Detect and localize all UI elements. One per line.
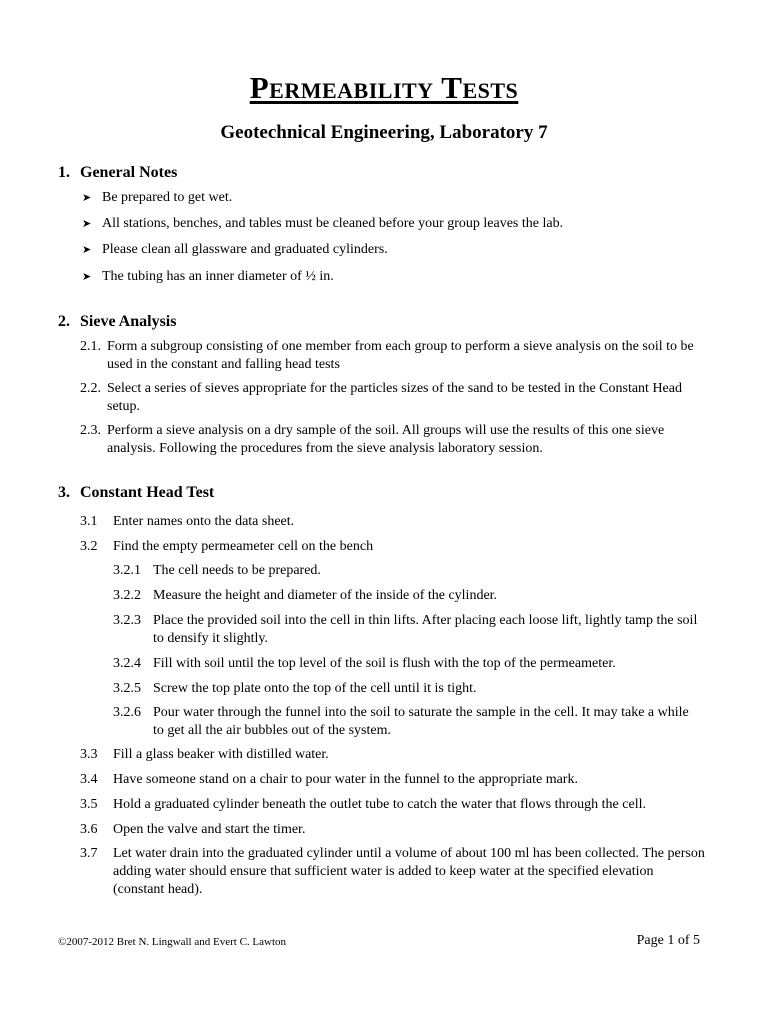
- item-text: Have someone stand on a chair to pour water in the funnel to the appropriate mark.: [113, 772, 578, 787]
- list-item: [113, 680, 703, 698]
- list-item: [80, 746, 705, 764]
- item-text: Pour water through the funnel into the soil to saturate the sample in the cell. It may take a while to get all the air bubbles out of the system.: [153, 705, 689, 738]
- section-title: General Notes: [80, 164, 178, 181]
- item-number: 3.2.4: [113, 656, 141, 671]
- item-text: Fill with soil until the top level of the soil is flush with the top of the permeameter.: [153, 656, 616, 671]
- list-item: [82, 268, 334, 286]
- list-item: [80, 845, 705, 899]
- list-item: [80, 338, 700, 374]
- page-number: Page 1 of 5: [636, 933, 700, 948]
- item-text: Measure the height and diameter of the inside of the cylinder.: [153, 588, 498, 603]
- item-number: 2.1.: [80, 339, 101, 354]
- section-number: 2.: [58, 313, 70, 330]
- document-title: Permeability Tests: [249, 70, 519, 105]
- bullet-text: Be prepared to get wet.: [102, 190, 233, 205]
- item-number: 3.5: [80, 797, 98, 812]
- item-number: 3.2: [80, 539, 98, 554]
- item-number: 3.7: [80, 846, 98, 861]
- list-item: [113, 655, 703, 673]
- list-item: [80, 380, 700, 416]
- item-number: 3.2.6: [113, 705, 141, 720]
- item-number: 2.2.: [80, 381, 101, 396]
- section-title: Sieve Analysis: [80, 313, 177, 330]
- list-item: [80, 796, 705, 814]
- item-number: 3.2.3: [113, 613, 141, 628]
- item-number: 3.4: [80, 772, 98, 787]
- arrow-bullet-icon: ➤: [82, 218, 92, 230]
- list-item: [80, 538, 700, 556]
- section-title: Constant Head Test: [80, 484, 215, 501]
- item-text: Select a series of sieves appropriate for the particles sizes of the sand to be tested in the Constant Head setup.: [107, 381, 682, 414]
- list-item: [82, 189, 232, 207]
- item-text: Hold a graduated cylinder beneath the outlet tube to catch the water that flows through the cell.: [113, 797, 646, 812]
- list-item: [80, 821, 705, 839]
- list-item: [80, 771, 705, 789]
- item-number: 3.1: [80, 514, 98, 529]
- list-item: [80, 513, 700, 531]
- item-text: Place the provided soil into the cell in thin lifts. After placing each loose lift, lightly tamp the soil to densify it slightly.: [153, 613, 698, 646]
- item-number: 3.2.2: [113, 588, 141, 603]
- item-number: 3.6: [80, 822, 98, 837]
- document-subtitle: Geotechnical Engineering, Laboratory 7: [220, 122, 548, 143]
- list-item: [113, 562, 703, 580]
- item-text: Fill a glass beaker with distilled water.: [113, 747, 329, 762]
- copyright-footer: ©2007-2012 Bret N. Lingwall and Evert C. Lawton: [58, 936, 287, 948]
- section-heading-sieve-analysis: [58, 312, 176, 332]
- bullet-text: The tubing has an inner diameter of ½ in.: [102, 269, 334, 284]
- list-item: [80, 422, 700, 458]
- item-text: Form a subgroup consisting of one member from each group to perform a sieve analysis on the soil to be used in the constant and falling head tests: [107, 339, 694, 372]
- item-number: 3.3: [80, 747, 98, 762]
- section-heading-constant-head-test: [58, 483, 214, 503]
- item-text: Let water drain into the graduated cylinder until a volume of about 100 ml has been collected. The person adding water should ensure that sufficient water is added to keep water at the specified elevation (constant head).: [113, 846, 705, 897]
- item-text: Find the empty permeameter cell on the bench: [113, 539, 374, 554]
- arrow-bullet-icon: ➤: [82, 244, 92, 256]
- list-item: [82, 215, 563, 233]
- arrow-bullet-icon: ➤: [82, 271, 92, 283]
- item-text: Perform a sieve analysis on a dry sample of the soil. All groups will use the results of this one sieve analysis. Following the procedures from the sieve analysis laboratory session.: [107, 423, 665, 456]
- list-item: [82, 241, 388, 259]
- bullet-text: All stations, benches, and tables must be cleaned before your group leaves the lab.: [102, 216, 564, 231]
- item-text: Screw the top plate onto the top of the cell until it is tight.: [153, 681, 477, 696]
- arrow-bullet-icon: ➤: [82, 192, 92, 204]
- section-heading-general-notes: [58, 163, 177, 183]
- list-item: [113, 587, 703, 605]
- list-item: [113, 704, 703, 740]
- item-number: 3.2.5: [113, 681, 141, 696]
- item-text: Enter names onto the data sheet.: [113, 514, 295, 529]
- list-item: [113, 612, 703, 648]
- section-number: 1.: [58, 164, 70, 181]
- item-number: 2.3.: [80, 423, 101, 438]
- item-text: Open the valve and start the timer.: [113, 822, 306, 837]
- item-number: 3.2.1: [113, 563, 141, 578]
- item-text: The cell needs to be prepared.: [153, 563, 321, 578]
- section-number: 3.: [58, 484, 70, 501]
- bullet-text: Please clean all glassware and graduated cylinders.: [102, 242, 388, 257]
